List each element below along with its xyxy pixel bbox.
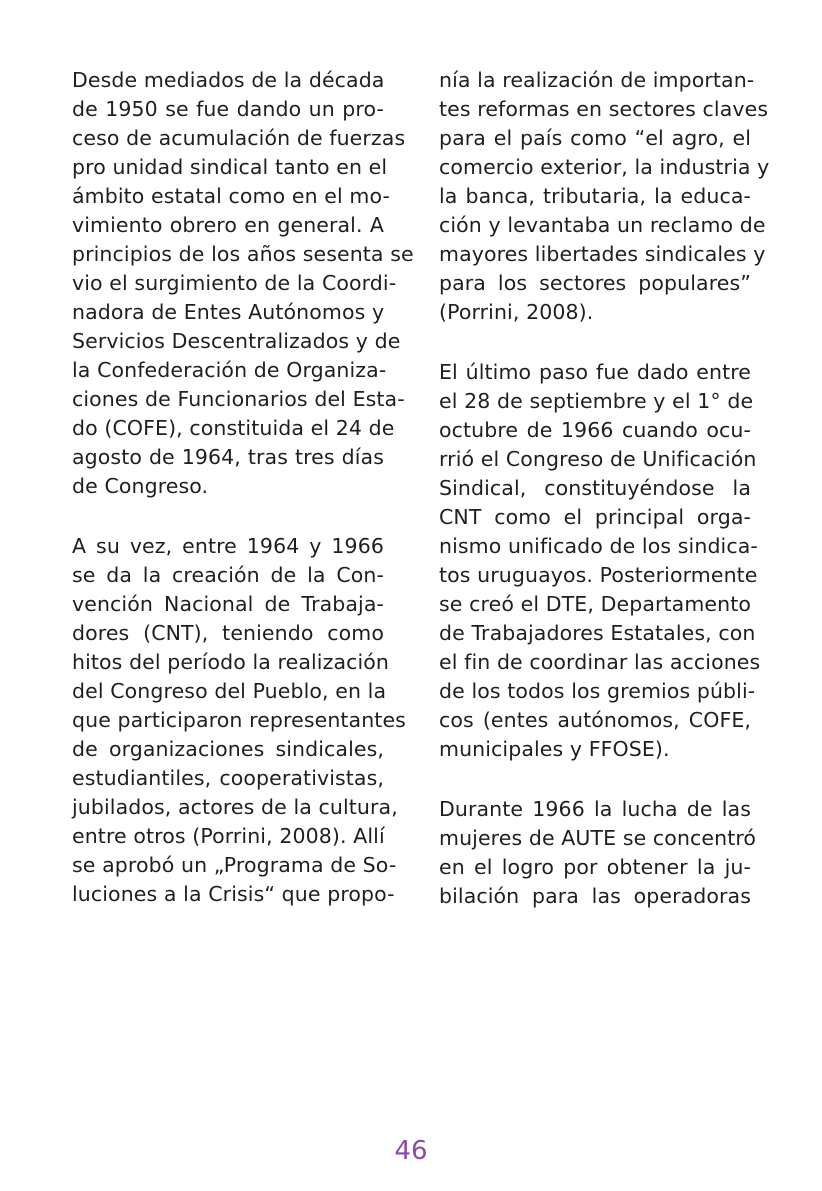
text-line: comercio exterior, la industria y <box>439 155 770 179</box>
text-line: se aprobó un „Programa de So- <box>72 853 397 877</box>
text-line: de los todos los gremios públi- <box>439 679 756 703</box>
text-line: dores (CNT), teniendo como <box>72 621 384 645</box>
text-line: El último paso fue dado entre <box>439 360 751 384</box>
text-line: principios de los años sesenta se <box>72 242 414 266</box>
right-paragraph <box>439 795 757 911</box>
text-line: A su vez, entre 1964 y 1966 <box>72 534 384 558</box>
text-line: Desde mediados de la década <box>72 68 385 92</box>
text-line: jubilados, actores de la cultura, <box>72 795 398 819</box>
text-line: para los sectores populares” <box>439 271 751 295</box>
text-line: vención Nacional de Trabaja- <box>72 592 384 616</box>
text-line: CNT como el principal orga- <box>439 505 751 529</box>
text-line: octubre de 1966 cuando ocu- <box>439 418 751 442</box>
text-line: se creó el DTE, Departamento <box>439 592 751 616</box>
text-line: cos (entes autónomos, COFE, <box>439 708 751 732</box>
right-column <box>439 66 770 942</box>
text-line: hitos del período la realización <box>72 650 390 674</box>
text-line: tos uruguayos. Posteriormente <box>439 563 758 587</box>
text-line: de Congreso. <box>72 474 209 498</box>
text-line: de Trabajadores Estatales, con <box>439 621 756 645</box>
text-line: para el país como “el agro, el <box>439 126 751 150</box>
text-line: que participaron representantes <box>72 708 406 732</box>
left-column <box>72 66 414 940</box>
text-line: ción y levantaba un reclamo de <box>439 213 766 237</box>
text-line: de organizaciones sindicales, <box>72 737 384 761</box>
text-line: Sindical, constituyéndose la <box>439 476 751 500</box>
text-line: ceso de acumulación de fuerzas <box>72 126 406 150</box>
text-line: bilación para las operadoras <box>439 884 751 908</box>
text-line: el 28 de septiembre y el 1° de <box>439 389 754 413</box>
text-line: en el logro por obtener la ju- <box>439 855 751 879</box>
text-line: la banca, tributaria, la educa- <box>439 184 751 208</box>
text-line: (Porrini, 2008). <box>439 300 594 324</box>
text-line: do (COFE), constituida el 24 de <box>72 416 395 440</box>
text-line: luciones a la Crisis“ que propo- <box>72 882 395 906</box>
text-line: vimiento obrero en general. A <box>72 213 384 237</box>
text-line: pro unidad sindical tanto en el <box>72 155 388 179</box>
text-line: estudiantiles, cooperativistas, <box>72 766 384 790</box>
text-line: mujeres de AUTE se concentró <box>439 826 757 850</box>
text-line: tes reformas en sectores claves <box>439 97 769 121</box>
page-number: 46 <box>394 1136 428 1166</box>
text-line: de 1950 se fue dando un pro- <box>72 97 384 121</box>
right-paragraph <box>439 66 770 327</box>
right-paragraph <box>439 358 761 764</box>
text-line: la Confederación de Organiza- <box>72 358 387 382</box>
text-line: agosto de 1964, tras tres días <box>72 445 384 469</box>
text-line: municipales y FFOSE). <box>439 737 670 761</box>
text-line: se da la creación de la Con- <box>72 563 384 587</box>
text-line: el fin de coordinar las acciones <box>439 650 761 674</box>
text-line: Servicios Descentralizados y de <box>72 329 401 353</box>
text-line: del Congreso del Pueblo, en la <box>72 679 387 703</box>
text-line: entre otros (Porrini, 2008). Allí <box>72 824 385 848</box>
text-line: Durante 1966 la lucha de las <box>439 797 751 821</box>
text-line: ámbito estatal como en el mo- <box>72 184 391 208</box>
text-line: mayores libertades sindicales y <box>439 242 766 266</box>
text-line: nía la realización de importan- <box>439 68 755 92</box>
left-paragraph <box>72 532 406 909</box>
text-line: rrió el Congreso de Unificación <box>439 447 757 471</box>
text-line: nadora de Entes Autónomos y <box>72 300 385 324</box>
left-paragraph <box>72 66 414 501</box>
text-line: ciones de Funcionarios del Esta- <box>72 387 405 411</box>
text-line: vio el surgimiento de la Coordi- <box>72 271 397 295</box>
text-line: nismo unificado de los sindica- <box>439 534 758 558</box>
